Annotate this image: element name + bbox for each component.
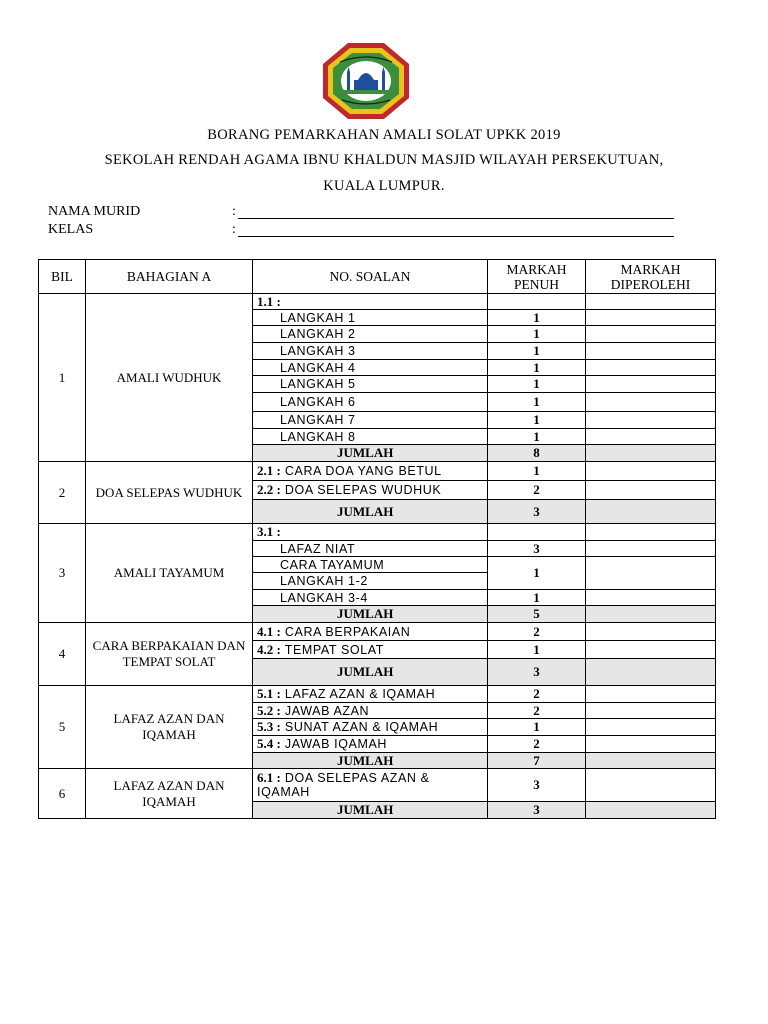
question-cell	[253, 326, 488, 343]
section-name: LAFAZ AZAN DAN IQAMAH	[86, 769, 253, 819]
question-cell	[253, 719, 488, 736]
marks-obtained-input[interactable]	[586, 393, 716, 412]
question-number: 4.2 :	[257, 641, 281, 657]
section-number: 1	[39, 294, 86, 462]
question-text: CARA BERPAKAIAN	[284, 624, 411, 639]
section-number: 2	[39, 462, 86, 524]
marks-obtained-input[interactable]	[586, 641, 716, 659]
question-text: LANGKAH 3	[280, 344, 356, 358]
question-number: 3.1 :	[257, 524, 281, 539]
section-number: 5	[39, 686, 86, 769]
question-cell	[253, 641, 488, 659]
full-marks-cell: 2	[488, 623, 586, 641]
full-marks-cell: 2	[488, 686, 586, 703]
total-label: JUMLAH	[253, 753, 488, 769]
marks-obtained-input[interactable]	[586, 736, 716, 753]
question-text: JAWAB AZAN	[284, 703, 370, 718]
question-number: 5.2 :	[257, 702, 281, 718]
total-label: JUMLAH	[253, 802, 488, 819]
question-number: 2.1 :	[257, 463, 281, 478]
student-name-input-line[interactable]	[238, 218, 674, 219]
full-marks-cell: 1	[488, 557, 586, 590]
marks-obtained-input[interactable]	[586, 719, 716, 736]
total-full-marks: 5	[488, 606, 586, 623]
question-cell	[253, 481, 488, 500]
question-cell	[253, 769, 488, 802]
question-cell	[253, 623, 488, 641]
marks-obtained-input[interactable]	[586, 294, 716, 310]
marks-obtained-input[interactable]	[586, 310, 716, 326]
question-number: 6.1 :	[257, 770, 281, 785]
section-name: AMALI WUDHUK	[86, 294, 253, 462]
question-cell	[253, 557, 488, 573]
full-marks-cell: 3	[488, 541, 586, 557]
question-text: CARA DOA YANG BETUL	[284, 464, 442, 478]
question-text: LANGKAH 7	[280, 413, 356, 427]
question-number: 5.3 :	[257, 719, 281, 734]
section-number: 3	[39, 524, 86, 623]
question-number: 5.4 :	[257, 736, 281, 751]
question-text: SUNAT AZAN & IQAMAH	[284, 720, 439, 734]
class-input-line[interactable]	[238, 236, 674, 237]
question-cell	[253, 376, 488, 393]
total-label: JUMLAH	[253, 659, 488, 686]
total-full-marks: 3	[488, 802, 586, 819]
marks-obtained-input[interactable]	[586, 703, 716, 719]
section-number: 4	[39, 623, 86, 686]
section-name: LAFAZ AZAN DAN IQAMAH	[86, 686, 253, 769]
full-marks-cell: 1	[488, 462, 586, 481]
marks-obtained-input[interactable]	[586, 412, 716, 429]
question-cell	[253, 360, 488, 376]
total-label: JUMLAH	[253, 606, 488, 623]
full-marks-cell: 2	[488, 736, 586, 753]
total-marks-obtained-input[interactable]	[586, 445, 716, 462]
header-marks-obtained: MARKAH DIPEROLEHI	[586, 260, 716, 294]
question-cell	[253, 573, 488, 590]
table-row	[39, 294, 716, 310]
table-row	[39, 686, 716, 703]
question-cell	[253, 736, 488, 753]
full-marks-cell: 1	[488, 343, 586, 360]
school-location: KUALA LUMPUR.	[323, 178, 445, 194]
table-row	[39, 524, 716, 541]
marks-obtained-input[interactable]	[586, 686, 716, 703]
question-cell	[253, 524, 488, 541]
table-row	[39, 769, 716, 802]
question-text: CARA TAYAMUM	[280, 557, 385, 572]
marks-table	[38, 259, 716, 819]
class-field[interactable]	[48, 222, 688, 240]
full-marks-cell: 1	[488, 641, 586, 659]
table-row	[39, 462, 716, 481]
school-name: SEKOLAH RENDAH AGAMA IBNU KHALDUN MASJID WILAYAH PERSEKUTUAN,	[104, 152, 664, 168]
section-name: CARA BERPAKAIAN DAN TEMPAT SOLAT	[86, 623, 253, 686]
full-marks-cell: 1	[488, 376, 586, 393]
form-title: BORANG PEMARKAHAN AMALI SOLAT UPKK 2019	[207, 127, 561, 143]
marks-obtained-input[interactable]	[586, 623, 716, 641]
question-cell	[253, 343, 488, 360]
full-marks-cell: 1	[488, 590, 586, 606]
section-name: AMALI TAYAMUM	[86, 524, 253, 623]
question-number: 2.2 :	[257, 482, 281, 497]
full-marks-cell: 1	[488, 429, 586, 445]
table-header-row	[39, 260, 716, 294]
question-cell	[253, 310, 488, 326]
question-text: DOA SELEPAS WUDHUK	[284, 483, 442, 497]
total-full-marks: 3	[488, 500, 586, 524]
question-cell	[253, 429, 488, 445]
marks-obtained-input[interactable]	[586, 429, 716, 445]
full-marks-cell	[488, 294, 586, 310]
question-cell	[253, 393, 488, 412]
total-full-marks: 8	[488, 445, 586, 462]
total-marks-obtained-input[interactable]	[586, 753, 716, 769]
header-full-marks: MARKAH PENUH	[488, 260, 586, 294]
school-crest-icon	[322, 42, 410, 120]
full-marks-cell: 2	[488, 703, 586, 719]
marks-obtained-input[interactable]	[586, 557, 716, 590]
question-number: 5.1 :	[257, 686, 281, 701]
question-cell	[253, 462, 488, 481]
question-cell	[253, 703, 488, 719]
question-text: LAFAZ AZAN & IQAMAH	[284, 687, 436, 701]
question-text: LANGKAH 6	[280, 395, 356, 409]
question-cell	[253, 294, 488, 310]
full-marks-cell: 1	[488, 326, 586, 343]
header-question: NO. SOALAN	[253, 260, 488, 294]
full-marks-cell: 1	[488, 360, 586, 376]
student-name-field[interactable]	[48, 204, 688, 222]
marks-obtained-input[interactable]	[586, 541, 716, 557]
question-text: LANGKAH 8	[280, 429, 356, 444]
total-marks-obtained-input[interactable]	[586, 802, 716, 819]
total-label: JUMLAH	[253, 445, 488, 462]
full-marks-cell: 2	[488, 481, 586, 500]
section-number: 6	[39, 769, 86, 819]
class-colon: :	[232, 222, 236, 237]
total-marks-obtained-input[interactable]	[586, 606, 716, 623]
header-section: BAHAGIAN A	[86, 260, 253, 294]
class-label: KELAS	[48, 222, 94, 237]
header-bil: BIL	[39, 260, 86, 294]
question-text: JAWAB IQAMAH	[284, 737, 388, 751]
total-label: JUMLAH	[253, 500, 488, 524]
question-number: 1.1 :	[257, 293, 281, 309]
full-marks-cell: 3	[488, 769, 586, 802]
full-marks-cell: 1	[488, 412, 586, 429]
question-text: TEMPAT SOLAT	[284, 642, 385, 657]
marks-obtained-input[interactable]	[586, 462, 716, 481]
question-cell	[253, 686, 488, 703]
marks-obtained-input[interactable]	[586, 769, 716, 802]
full-marks-cell: 1	[488, 310, 586, 326]
question-number: 4.1 :	[257, 623, 281, 639]
question-text: DOA SELEPAS AZAN & IQAMAH	[257, 771, 430, 799]
marks-obtained-input[interactable]	[586, 590, 716, 606]
question-text: LANGKAH 1-2	[280, 574, 368, 588]
total-full-marks: 3	[488, 659, 586, 686]
total-marks-obtained-input[interactable]	[586, 659, 716, 686]
question-text: LANGKAH 5	[280, 377, 356, 391]
student-name-label: NAMA MURID	[48, 204, 141, 219]
question-cell	[253, 590, 488, 606]
marks-obtained-input[interactable]	[586, 326, 716, 343]
question-text: LANGKAH 1	[280, 310, 356, 325]
marks-obtained-input[interactable]	[586, 360, 716, 376]
question-text: LANGKAH 4	[280, 360, 356, 375]
full-marks-cell: 1	[488, 719, 586, 736]
question-text: LANGKAH 3-4	[280, 590, 368, 605]
question-cell	[253, 541, 488, 557]
full-marks-cell: 1	[488, 393, 586, 412]
table-row	[39, 623, 716, 641]
section-name: DOA SELEPAS WUDHUK	[86, 462, 253, 524]
marks-obtained-input[interactable]	[586, 343, 716, 360]
student-name-colon: :	[232, 204, 236, 219]
total-marks-obtained-input[interactable]	[586, 500, 716, 524]
marks-obtained-input[interactable]	[586, 481, 716, 500]
full-marks-cell	[488, 524, 586, 541]
marks-obtained-input[interactable]	[586, 376, 716, 393]
question-text: LANGKAH 2	[280, 327, 356, 341]
total-full-marks: 7	[488, 753, 586, 769]
question-text: LAFAZ NIAT	[280, 541, 356, 556]
marks-obtained-input[interactable]	[586, 524, 716, 541]
question-cell	[253, 412, 488, 429]
